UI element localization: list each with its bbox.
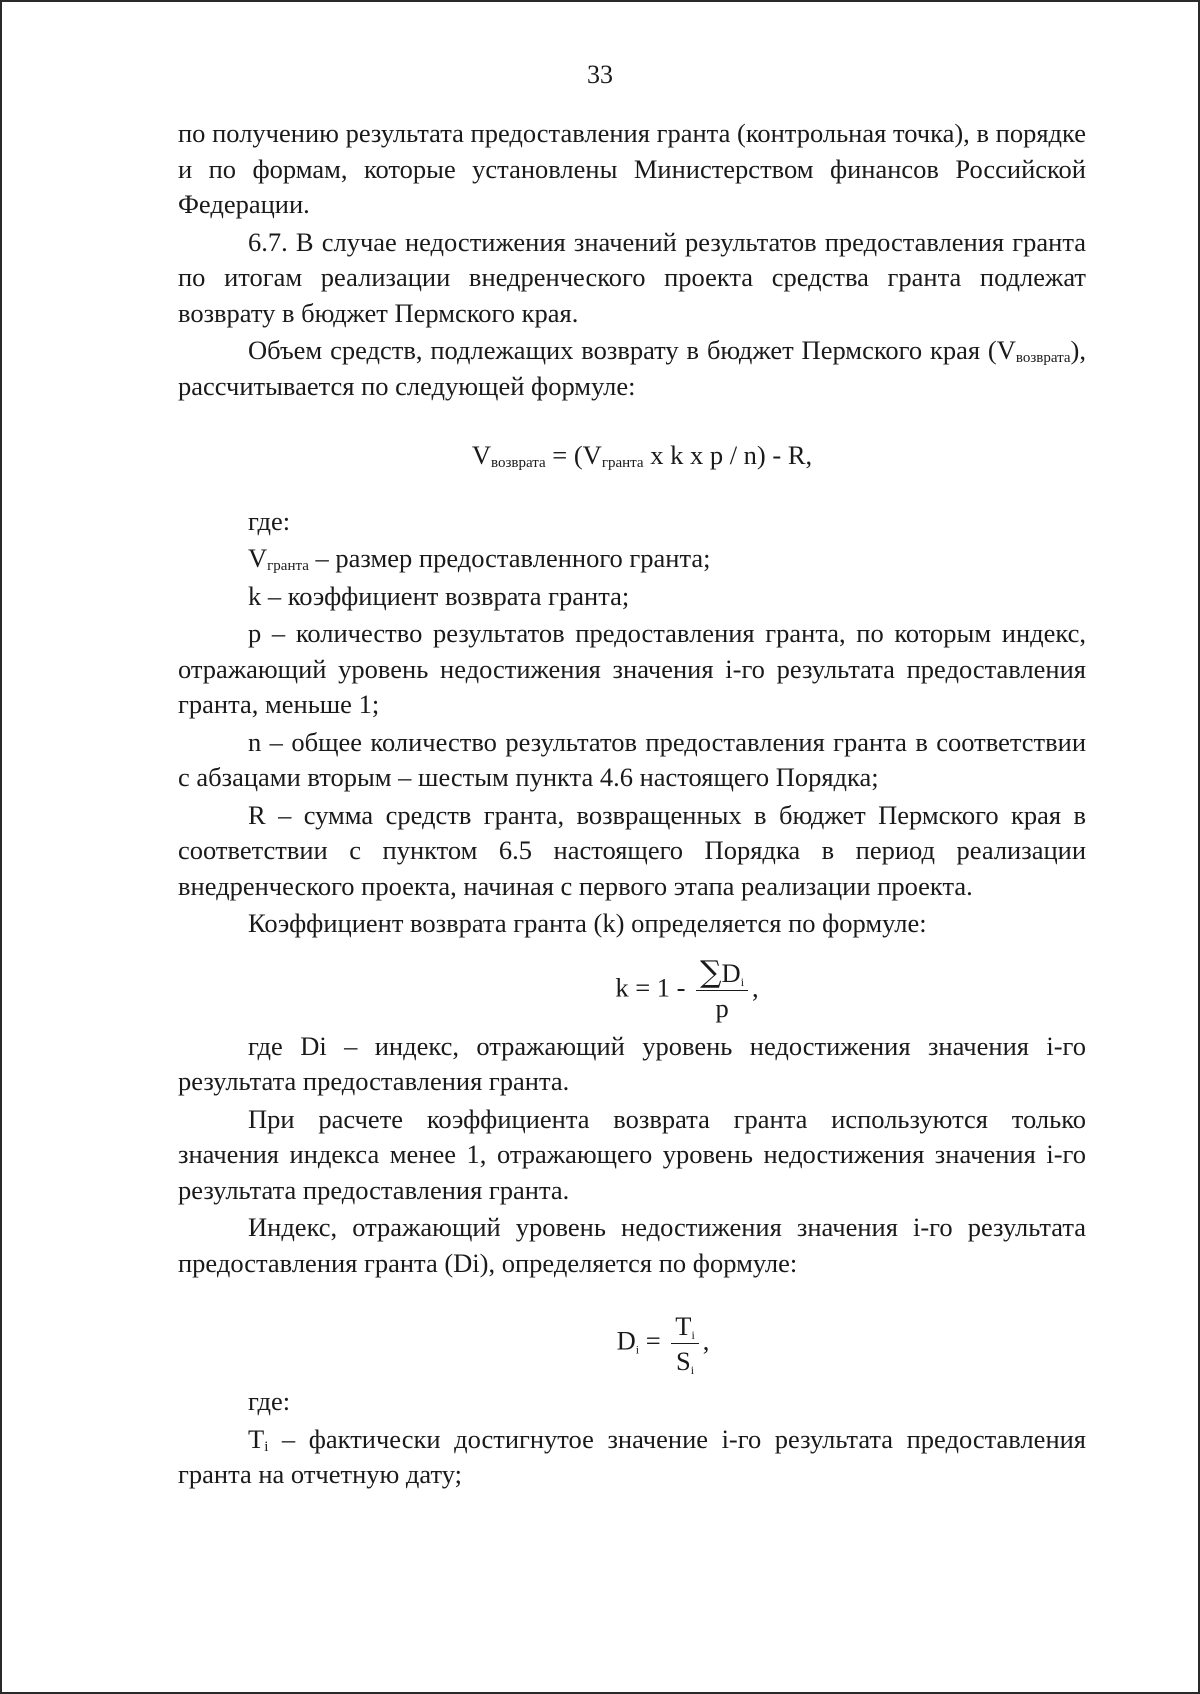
def-ti-b: – фактически достигнутое значение i-го результата предоставления гранта на отчетную дату; <box>178 1423 1086 1489</box>
definition-n: n – общее количество результатов предоставления гранта в соответствии с абзацами вторым – шестым пункта 4.6 настоящего Порядка; <box>178 726 1086 792</box>
volume-intro-sub: возврата <box>1015 350 1071 366</box>
paragraph-6-7: 6.7. В случае недостижения значений результатов предоставления гранта по итогам реализации внедренческого проекта средства гранта подлежат возврату в бюджет Пермского края. <box>178 226 1086 328</box>
definition-v-grant <box>178 541 1086 577</box>
def-ti-a: T <box>248 1423 265 1454</box>
def-v-b: – размер предоставленного гранта; <box>308 543 711 573</box>
volume-intro-text-b: ), рассчитывается по следующей формуле: <box>178 335 1086 401</box>
definition-k: k – коэффициент возврата гранта; <box>248 580 630 611</box>
formula1-mid-sub: гранта <box>601 455 644 471</box>
formula3-tail: , <box>702 1325 710 1356</box>
definition-di: где Di – индекс, отражающий уровень недостижения значения i-го результата предоставления гранта. <box>178 1030 1086 1096</box>
formula2-fraction <box>696 954 748 1023</box>
page-number: 33 <box>587 60 613 89</box>
formula3-num-sub: i <box>691 1328 695 1342</box>
where-label-2: где: <box>248 1386 291 1416</box>
definition-ti <box>178 1422 1086 1493</box>
formula2-num-d: D <box>721 957 741 988</box>
formula2-denominator: p <box>715 992 729 1023</box>
formula2-num-sub: i <box>740 974 745 989</box>
formula2-numerator <box>696 954 748 991</box>
definition-p: p – количество результатов предоставления гранта, по которым индекс, отражающий уровень недостижения значения i-го результата предоставления гранта, меньше 1; <box>178 618 1086 719</box>
def-ti-sub: i <box>264 1438 269 1455</box>
formula3-numerator <box>671 1311 699 1344</box>
formula-coefficient-k <box>178 954 1086 1023</box>
formula3-lhs: D <box>616 1325 636 1356</box>
sigma-symbol: ∑ <box>700 954 722 990</box>
volume-intro-text-a: Объем средств, подлежащих возврату в бюджет Пермского края (V <box>248 335 1016 365</box>
formula-index-di <box>178 1311 1086 1376</box>
coefficient-intro: Коэффициент возврата гранта (k) определяется по формуле: <box>248 908 927 938</box>
def-v-sub: гранта <box>267 558 309 574</box>
formula1-eq: = (V <box>545 440 602 470</box>
formula3-num-t: T <box>675 1311 692 1341</box>
formula2-lhs: k = 1 - <box>615 972 693 1003</box>
formula1-lhs-sub: возврата <box>491 455 546 471</box>
document-body <box>178 116 1086 1495</box>
formula3-lhs-sub: i <box>635 1342 640 1357</box>
formula1-rhs: x k x p / n) - R, <box>643 440 813 470</box>
formula2-tail: , <box>752 972 759 1003</box>
formula3-fraction <box>671 1311 699 1376</box>
formula3-den-s: S <box>675 1346 691 1376</box>
paragraph-volume-intro <box>178 333 1086 404</box>
formula1-lhs: V <box>471 440 491 470</box>
def-v-a: V <box>248 543 268 573</box>
formula3-eq: = <box>639 1325 668 1356</box>
formula3-denominator <box>676 1344 694 1376</box>
definition-r: R – сумма средств гранта, возвращенных в бюджет Пермского края в соответствии с пунктом 6.5 настоящего Порядка в период реализации внедренческого проекта, начиная с первого этапа реализации проекта. <box>178 799 1086 901</box>
index-intro: Индекс, отражающий уровень недостижения значения i-го результата предоставления гранта (Di), определяется по формуле: <box>178 1212 1086 1278</box>
paragraph-continuation: по получению результата предоставления гранта (контрольная точка), в порядке и по формам, которые установлены Министерством финансов Российской Федерации. <box>178 118 1086 219</box>
calculation-note: При расчете коэффициента возврата гранта используются только значения индекса менее 1, отражающего уровень недостижения значения i-го результата предоставления гранта. <box>178 1103 1086 1205</box>
formula3-den-sub: i <box>690 1363 695 1377</box>
formula-return-volume <box>178 438 1086 474</box>
where-label-1: где: <box>248 505 291 536</box>
